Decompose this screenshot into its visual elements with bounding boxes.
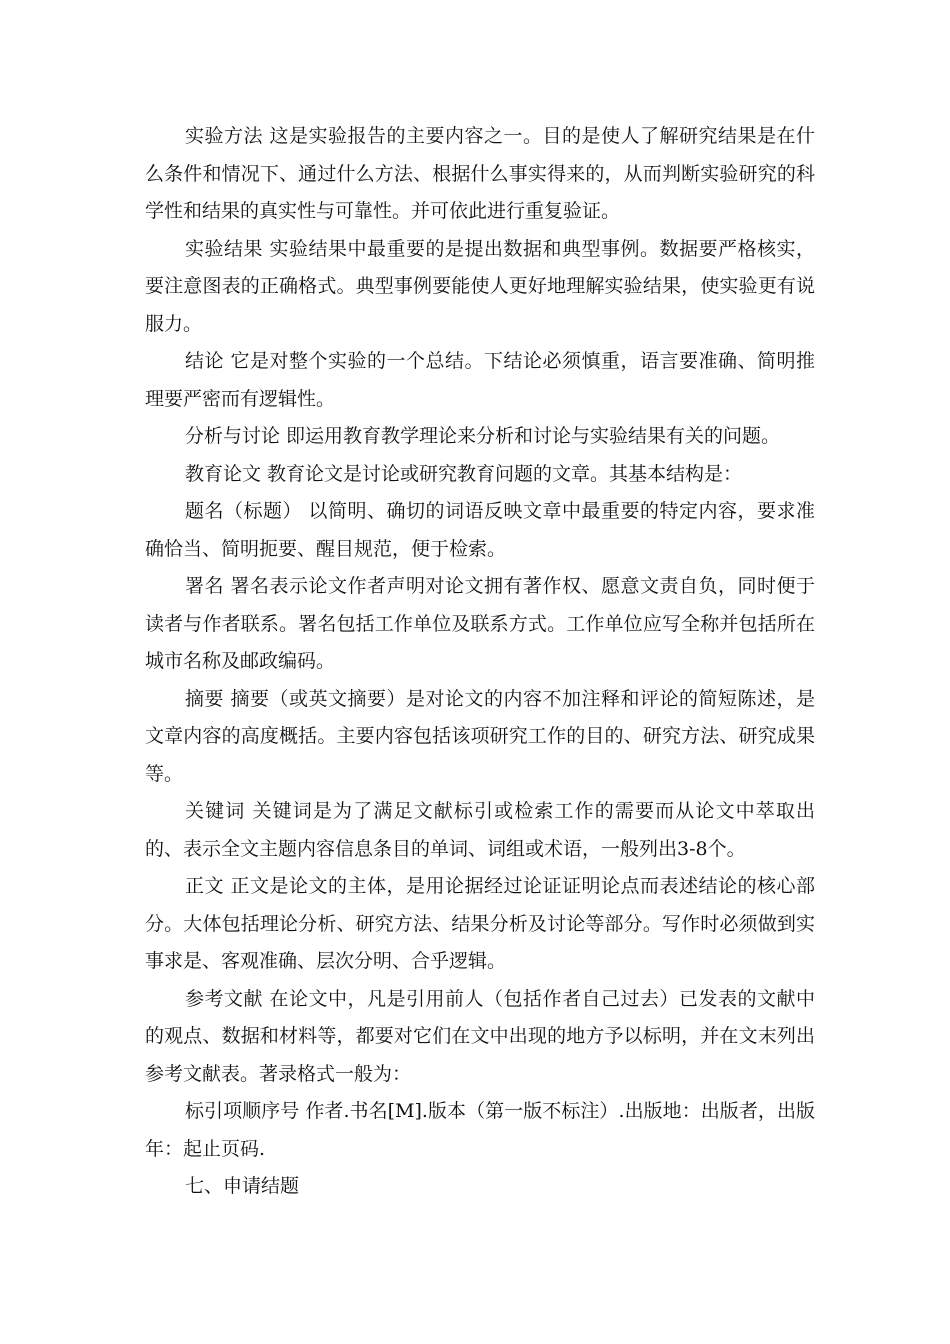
- paragraph-abstract: 摘要 摘要（或英文摘要）是对论文的内容不加注释和评论的简短陈述，是文章内容的高度概括。主要内容包括该项研究工作的目的、研究方法、研究成果等。: [145, 687, 815, 785]
- paragraph-main-text: 正文 正文是论文的主体，是用论据经过论证证明论点而表述结论的核心部分。大体包括理论分析、研究方法、结果分析及讨论等部分。写作时必须做到实事求是、客观准确、层次分明、合乎逻辑。: [145, 875, 815, 972]
- paragraph-conclusion: 结论 它是对整个实验的一个总结。下结论必须慎重，语言要准确、简明推理要严密而有逻辑性。: [145, 350, 815, 410]
- paragraph-experiment-method: 实验方法 这是实验报告的主要内容之一。目的是使人了解研究结果是在什么条件和情况下、通过什么方法、根据什么事实得来的，从而判断实验研究的科学性和结果的真实性与可靠性。并可依此进行重复验证。: [145, 125, 815, 222]
- section-heading: 七、申请结题: [185, 1175, 300, 1197]
- document-body: [145, 118, 815, 1206]
- paragraph-title: 题名（标题） 以简明、确切的词语反映文章中最重要的特定内容，要求准确恰当、简明扼要、醒目规范，便于检索。: [145, 500, 815, 560]
- paragraph-keywords: 关键词 关键词是为了满足文献标引或检索工作的需要而从论文中萃取出的、表示全文主题内容信息条目的单词、词组或术语，一般列出3-8个。: [145, 800, 815, 860]
- paragraph-experiment-result: 实验结果 实验结果中最重要的是提出数据和典型事例。数据要严格核实，要注意图表的正确格式。典型事例要能使人更好地理解实验结果，使实验更有说服力。: [145, 237, 815, 335]
- paragraph-signature: 署名 署名表示论文作者声明对论文拥有著作权、愿意文责自负，同时便于读者与作者联系。署名包括工作单位及联系方式。工作单位应写全称并包括所在城市名称及邮政编码。: [145, 575, 815, 672]
- paragraph-references: 参考文献 在论文中，凡是引用前人（包括作者自己过去）已发表的文献中的观点、数据和材料等，都要对它们在文中出现的地方予以标明，并在文末列出参考文献表。著录格式一般为：: [145, 987, 815, 1085]
- paragraph-education-paper: 教育论文 教育论文是讨论或研究教育问题的文章。其基本结构是：: [185, 462, 743, 485]
- paragraph-citation-format: 标引项顺序号 作者.书名[M].版本（第一版不标注）.出版地：出版者，出版年：起止页码.: [145, 1100, 815, 1160]
- paragraph-analysis-discussion: 分析与讨论 即运用教育教学理论来分析和讨论与实验结果有关的问题。: [185, 425, 781, 447]
